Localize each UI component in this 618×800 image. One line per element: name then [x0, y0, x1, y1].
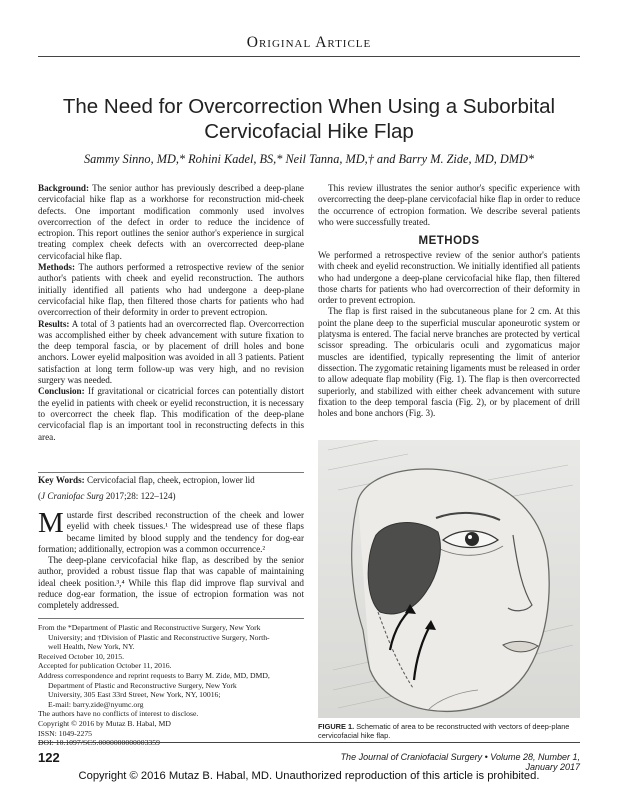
citation: (J Craniofac Surg 2017;28: 122–124) [38, 491, 176, 501]
abstract [38, 183, 304, 443]
accepted-date: Accepted for publication October 11, 2016. [38, 661, 172, 671]
journal-info: The Journal of Craniofacial Surgery • Volume 28, Number 1, January 2017 [340, 752, 580, 772]
article-title [30, 94, 588, 144]
caption-text: Schematic of area to be reconstructed with vectors of deep-plane cervicofacial hike flap. [318, 722, 570, 741]
affiliation: From the *Department of Plastic and Reconstructive Surgery, New York [38, 623, 261, 632]
conflict-statement: The authors have no conflicts of interest to disclose. [38, 709, 199, 719]
figure-1-caption [318, 722, 580, 740]
keywords-label: Key Words: [38, 475, 85, 485]
keywords [38, 475, 304, 486]
copyright-line: Copyright © 2016 by Mutaz B. Habal, MD [38, 718, 171, 728]
copyright-notice: Copyright © 2016 Mutaz B. Habal, MD. Unauthorized reproduction of this article is prohibited. [78, 770, 540, 782]
intro-paragraph-2: The deep-plane cervicofacial hike flap, as described by the senior author, provided a robust tissue flap that was capable of maintaining ideal cheek position.³,⁴ While this flap did improve flap survival and reduce dog-ear formation, the issue of ectropion formation was not completely addressed. [38, 555, 304, 611]
drop-cap: M [38, 507, 64, 539]
section-label: Original Article [246, 34, 372, 51]
methods-heading: METHODS [418, 235, 480, 247]
title-line-1: The Need for Overcorrection When Using a Suborbital [62, 95, 556, 118]
methods-section [318, 250, 580, 419]
title-line-2: Cervicofacial Hike Flap [204, 120, 414, 143]
right-intro-paragraph: This review illustrates the senior author's specific experience with overcorrecting the deep-plane cervicofacial hike flap in order to reduce the occurrence of ectropion formation. We describe several patients who were successfully treated. [318, 183, 580, 227]
received-date: Received October 10, 2015. [38, 651, 125, 661]
methods-paragraph-2: The flap is first raised in the subcutaneous plane for 2 cm. At this point the plane deep to the superficial muscular aponeurotic system or platysma is entered. The facial nerve branches are protected by vertical scissor spreading. The orbicularis oculi and zygomaticus major muscles are identified, typically representing the limit of anterior dissection. The zygomatic retaining ligaments must be released in order to allow adequate flap mobility (Fig. 1). The flap is then overcorrected superiorly, and stabilized with either cheek advancement with suture fixation to the deep temporal fascia (Fig. 2), or by placement of drill holes and bone anchors (Fig. 3). [318, 306, 580, 419]
face-sketch [318, 440, 580, 718]
correspondence-email: E-mail: barry.zide@nyumc.org [48, 699, 144, 709]
abstract-background: Background: The senior author has previously described a deep-plane cervicofacial hike flap as a workhorse for reconstruction mid-cheek defects. One important modification commonly used involves overcorrection of the defect in order to reduce the incidence of ectropion. This report outlines the senior author's experience in surgical treating complex cheek defects with an overcorrected deep-plane cervicofacial hike flap. [38, 183, 304, 261]
author-list: Sammy Sinno, MD,* Rohini Kadel, BS,* Neil Tanna, MD,† and Barry M. Zide, MD, DMD* [83, 152, 535, 166]
methods-paragraph-1: We performed a retrospective review of the senior author's patients with cheek and eyelid reconstruction. We initially identified all patients who had undergone a deep-plane cervicofacial hike flap, then filtered those charts for patients who had overcorrection of their deformity in order to prevent ectropion. [318, 250, 580, 306]
footnotes: From the *Department of Plastic and Reconstructive Surgery, New York University; and †Division of Plastic and Reconstructive Surgery, North- well Health, New York, NY. Received October 10, 2015. Accepted for publication October 11, 2016. Address correspondence and reprint requests to Barry M. Zide, MD, DMD, Department of Plastic and Reconstructive Surgery, New York University, 305 East 33rd Street, New York, NY, 10016; E-mail: barry.zide@nyumc.org The authors have no conflicts of interest to disclose. Copyright © 2016 by Mutaz B. Habal, MD ISSN: 1049-2275 [38, 623, 304, 748]
citation-journal: J Craniofac Surg [41, 491, 104, 501]
keywords-text: Cervicofacial flap, cheek, ectropion, lower lid [87, 475, 255, 485]
citation-details: 2017;28: 122–124 [105, 491, 173, 501]
abstract-results: Results: A total of 3 patients had an overcorrected flap. Overcorrection was accomplished either by cheek advancement with suture fixation to the deep temporal fascia, or by placement of drill holes and bone anchors. Lower eyelid malposition was avoided in all 3 patients. Patient satisfaction at long term follow-up was very high, and no revision surgery was needed. [38, 318, 305, 386]
footnote-divider [38, 618, 304, 619]
caption-label: FIGURE 1. [318, 722, 355, 731]
page-number: 122 [38, 750, 60, 765]
figure-1-image [318, 440, 580, 718]
abstract-conclusion: Conclusion: If gravitational or cicatricial forces can potentially distort the eyelid in patients with cheek or eyelid reconstruction, it is necessary to overcorrect the cheek flap. This modification of the deep-plane cervicofacial flap is an important tool in reconstructing defects in this area. [38, 386, 305, 442]
header-rule [38, 56, 580, 57]
introduction [38, 507, 304, 612]
correspondence: Address correspondence and reprint requests to Barry M. Zide, MD, DMD, [38, 670, 270, 680]
abstract-methods: Methods: The authors performed a retrospective review of the senior author's patients with cheek and eyelid reconstruction. The authors initially identified all patients who had undergone a deep-plane cervicofacial hike flap, then filtered those charts for patients who had overcorrection of their deformity in order to prevent ectropion. [38, 262, 304, 318]
footer-rule [38, 742, 580, 743]
intro-paragraph-1: Mustarde first described reconstruction of the cheek and lower eyelid with cheek tissues.¹ The widespread use of these flaps became limited by blood supply and the tendency for dog-ear formation; additionally, ectropion was a common occurrence.² [38, 507, 304, 554]
issn: ISSN: 1049-2275 [38, 728, 93, 738]
abstract-divider [38, 472, 304, 473]
